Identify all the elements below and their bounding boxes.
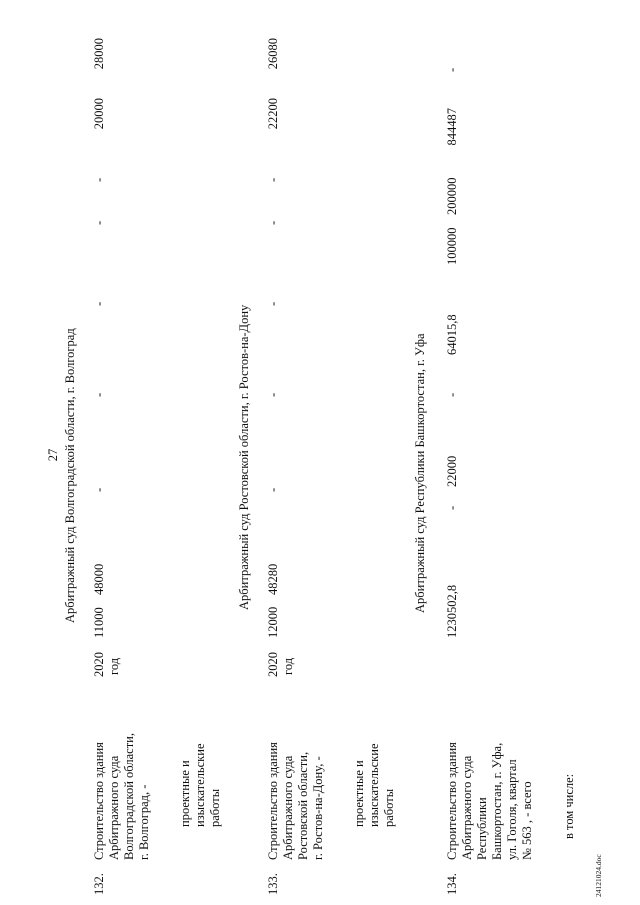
- value-cell: 48000: [92, 563, 106, 595]
- value-cell: -: [266, 177, 280, 182]
- object-name-line: Строительство здания: [92, 742, 106, 860]
- value-cell: -: [445, 505, 459, 510]
- value-cell: 22000: [445, 455, 459, 487]
- object-name-line: Башкортостан, г. Уфа,: [490, 742, 504, 860]
- value-cell: -: [445, 392, 459, 397]
- value-cell: 100000: [445, 227, 459, 265]
- value-cell: -: [92, 487, 106, 492]
- value-cell: -: [92, 392, 106, 397]
- value-cell: -: [266, 220, 280, 225]
- object-name-line: Арбитражного суда: [460, 755, 474, 860]
- object-name-line: Волгоградской области,: [122, 733, 136, 860]
- work-type-line: изыскательские: [367, 743, 381, 827]
- value-cell: 22200: [266, 98, 280, 130]
- value-cell: -: [445, 67, 459, 72]
- value-cell: -: [266, 487, 280, 492]
- section-heading: Арбитражный суд Волгоградской области, г. Волгоград: [63, 328, 77, 623]
- year-line: 2020: [266, 652, 280, 677]
- work-type-line: работы: [208, 788, 222, 827]
- value-cell: -: [92, 177, 106, 182]
- object-name-line: Арбитражного суда: [107, 755, 121, 860]
- value-cell: -: [92, 301, 106, 306]
- object-name-line: Ростовской области,: [296, 751, 310, 860]
- footer-doc-code: 24121024.doc: [594, 854, 603, 897]
- value-cell: 20000: [92, 98, 106, 130]
- row-number: 133.: [266, 873, 280, 895]
- value-cell: 200000: [445, 177, 459, 215]
- section-heading: Арбитражный суд Республики Башкортостан, г. Уфа: [413, 333, 427, 613]
- object-name-line: Строительство здания: [266, 742, 280, 860]
- object-name-line: г. Волгоград, -: [137, 784, 151, 860]
- object-name-line: Строительство здания: [445, 742, 459, 860]
- work-type-line: изыскательские: [193, 743, 207, 827]
- page-number: 27: [46, 448, 60, 462]
- value-cell: 1230502,8: [445, 584, 459, 638]
- object-name-line: Арбитражного суда: [281, 755, 295, 860]
- object-name-line: ул. Гоголя, квартал: [505, 759, 519, 860]
- value-cell: 28000: [92, 38, 106, 70]
- value-cell: 64015,8: [445, 314, 459, 355]
- work-type-line: проектные и: [352, 760, 366, 827]
- work-type-line: работы: [382, 788, 396, 827]
- work-type-line: проектные и: [178, 760, 192, 827]
- value-cell: 26080: [266, 38, 280, 70]
- value-cell: 12000: [266, 606, 280, 638]
- year-line: год: [281, 657, 295, 675]
- value-cell: 11000: [92, 607, 106, 638]
- value-cell: -: [92, 220, 106, 225]
- object-name-line: Республики: [475, 797, 489, 860]
- value-cell: 48280: [266, 563, 280, 595]
- year-line: год: [107, 657, 121, 675]
- row-number: 134.: [445, 873, 459, 895]
- value-cell: -: [266, 301, 280, 306]
- section-heading: Арбитражный суд Ростовской области, г. Ростов-на-Дону: [237, 304, 251, 610]
- value-cell: 844487: [445, 108, 459, 146]
- object-name-line: г. Ростов-на-Дону, -: [311, 756, 325, 860]
- including-label: в том числе:: [562, 773, 576, 839]
- row-number: 132.: [92, 873, 106, 895]
- value-cell: -: [266, 392, 280, 397]
- year-line: 2020: [92, 652, 106, 677]
- object-name-line: № 563 , - всего: [520, 781, 534, 860]
